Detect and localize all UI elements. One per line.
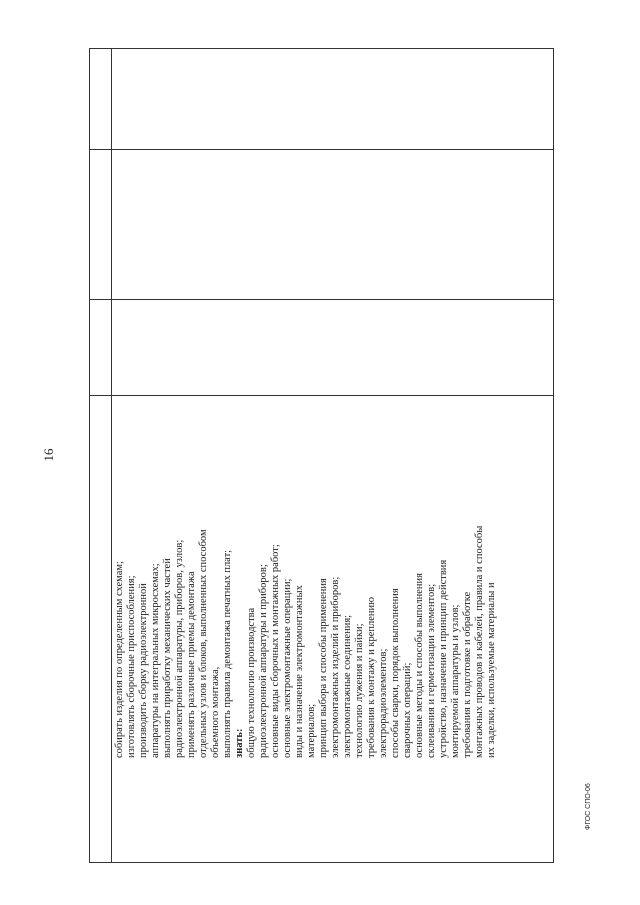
content-line: радиоэлектронной аппаратуры и приборов;: [258, 564, 269, 758]
content-line: технологию лужения и пайки;: [354, 623, 365, 758]
content-line: требования к подготовке и обработке: [462, 591, 473, 758]
content-line: требования к монтажу и креплению: [366, 597, 377, 758]
content-line: знать:: [234, 728, 245, 758]
content-line: объемного монтажа,: [210, 666, 221, 758]
footer-mark: ФГОС СПО-06: [585, 783, 592, 830]
content-line: основные виды сборочных и монтажных работ;: [270, 544, 281, 758]
content-line: собирать изделия по определенным схемам;: [114, 561, 125, 758]
content-line: устройство, назначение и принцип действия: [438, 559, 449, 758]
content-line: виды и назначение электромонтажных: [294, 585, 305, 758]
content-line: аппаратуры на интегральных микросхемах;: [150, 563, 161, 758]
content-line: производить сборку радиоэлектронной: [138, 583, 149, 758]
content-line: применять различные приемы демонтажа: [186, 571, 197, 758]
table-row-divider: [90, 149, 553, 150]
content-line: основные электромонтажные операции;: [282, 578, 293, 758]
content-cell: [112, 395, 554, 863]
content-line: склеивания и герметизации элементов;: [426, 583, 437, 758]
content-line: принцип выбора и способы применения: [318, 578, 329, 758]
content-line: материалов;: [306, 703, 317, 758]
content-line: монтируемой аппаратуры и узлов;: [450, 604, 461, 758]
content-line: изготовлять сборочные приспособления;: [126, 575, 137, 758]
content-line: общую технологию производства: [246, 607, 257, 758]
content-line: монтажных проводов и кабелей, правила и способы: [474, 525, 485, 758]
content-line: их заделки, используемые материалы и: [486, 582, 497, 758]
content-line: электромонтажные соединения;: [342, 614, 353, 758]
content-line: радиоэлектронной аппаратуры, приборов, узлов;: [174, 539, 185, 758]
page-number: 16: [41, 448, 56, 462]
content-line: выполнять приработку механических частей: [162, 558, 173, 758]
content-text: [112, 395, 554, 762]
content-line: отдельных узлов и блоков, выполненных способом: [198, 529, 209, 758]
table-row-divider: [90, 299, 553, 300]
content-line: основные методы и способы выполнения: [414, 573, 425, 758]
content-line: электромонтажных изделий и приборов;: [330, 576, 341, 758]
content-line: способы сварки, порядок выполнения: [390, 588, 401, 758]
competency-table: [89, 48, 554, 863]
content-line: сварочных операций;: [402, 662, 413, 758]
content-line: выполнять правила демонтажа печатных плат;: [222, 549, 233, 758]
content-line: электрорадиоэлементов;: [378, 648, 389, 758]
